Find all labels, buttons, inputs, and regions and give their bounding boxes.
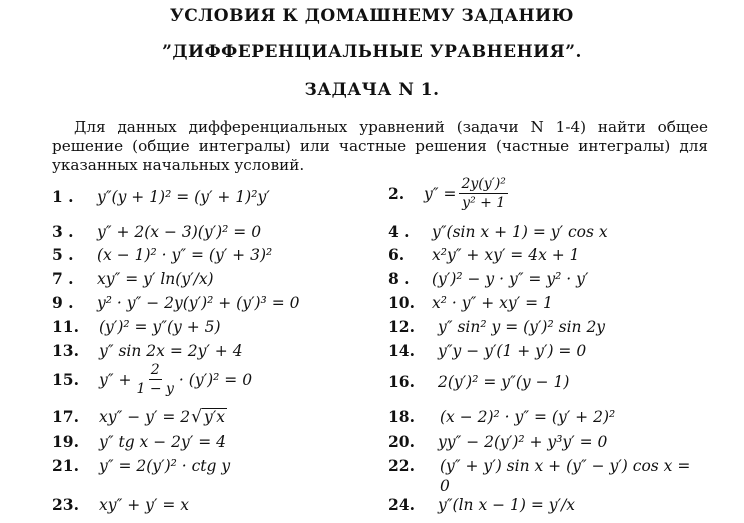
equation: y″(ln x − 1) = y′/x [438, 495, 576, 514]
problem-number: 19. [52, 432, 79, 451]
problem-number: 16. [388, 372, 415, 391]
fraction-numerator: 2 [150, 362, 160, 378]
problem-number: 3 . [52, 222, 74, 241]
equation: y″ tg x − 2y′ = 4 [99, 432, 226, 451]
problem-number: 20. [388, 432, 415, 451]
equation: yy″ − 2(y′)² + y³y′ = 0 [438, 432, 608, 451]
problem-6 [388, 245, 580, 264]
intro-paragraph [52, 118, 708, 175]
problem-18 [388, 407, 615, 426]
task-heading: ЗАДАЧА N 1. [304, 80, 440, 100]
equation-lhs: xy″ − y′ = 2 [99, 407, 191, 426]
fraction-denominator: 1 − y [136, 381, 174, 397]
equation: y″ = 2(y′)² · ctg y [99, 456, 231, 475]
problem-number: 9 . [52, 293, 74, 312]
problem-3 [52, 222, 261, 241]
problem-7 [52, 269, 214, 288]
problem-number: 12. [388, 317, 415, 336]
equation: y″ sin² y = (y′)² sin 2y [438, 317, 606, 336]
problem-number: 11. [52, 317, 79, 336]
problem-8 [388, 269, 588, 288]
document-title: УСЛОВИЯ К ДОМАШНЕМУ ЗАДАНИЮ [169, 6, 575, 26]
problem-4 [388, 222, 608, 241]
problem-number: 18. [388, 407, 415, 426]
document-subtitle: ”ДИФФЕРЕНЦИАЛЬНЫЕ УРАВНЕНИЯ”. [162, 42, 582, 62]
problem-number: 7 . [52, 269, 74, 288]
equation: y″ sin 2x = 2y′ + 4 [99, 341, 243, 360]
problem-number: 10. [388, 293, 415, 312]
equation [424, 176, 511, 211]
equation: y″y − y′(1 + y′) = 0 [438, 341, 587, 360]
problem-20 [388, 432, 607, 451]
equation: y″(y + 1)² = (y′ + 1)²y′ [97, 187, 270, 206]
fraction [134, 362, 175, 397]
problem-2 [388, 176, 511, 211]
problem-23 [52, 495, 189, 514]
problem-number: 1 . [52, 187, 74, 206]
equation [99, 362, 252, 397]
equation: 2(y′)² = y″(y − 1) [438, 372, 570, 391]
equation: x²y″ + xy′ = 4x + 1 [432, 245, 580, 264]
problem-number: 22. [388, 456, 415, 475]
problem-10 [388, 293, 553, 312]
problem-13 [52, 341, 243, 360]
square-root [191, 408, 227, 426]
fraction [459, 176, 507, 211]
problem-number: 6. [388, 245, 405, 264]
equation: y″ + 2(x − 3)(y′)² = 0 [97, 222, 262, 241]
problem-11 [52, 317, 221, 336]
equation: (y″ + y′) sin x + (y″ − y′) cos x = [440, 456, 691, 475]
problem-17 [52, 407, 227, 426]
problem-19 [52, 432, 226, 451]
problem-21 [52, 456, 230, 475]
equation-continuation: 0 [440, 477, 450, 495]
intro-text: Для данных дифференциальных уравнений (задачи N 1-4) найти общее решение (общие интегралы) или частные решения (частные интегралы) для указанных начальных условий. [52, 118, 708, 174]
problem-24 [388, 495, 575, 514]
problem-22 [388, 456, 690, 475]
equation: (y′)² = y″(y + 5) [99, 317, 221, 336]
problem-number: 24. [388, 495, 415, 514]
fraction-denominator: y² + 1 [462, 195, 506, 211]
fraction-numerator: 2y(y′)² [461, 176, 506, 192]
problem-number: 17. [52, 407, 79, 426]
radicand: y′x [203, 407, 225, 426]
radical-sign-icon: √ [191, 406, 202, 427]
problem-number: 21. [52, 456, 79, 475]
problem-15 [52, 362, 252, 397]
problem-number: 15. [52, 370, 79, 389]
equation: (x − 1)² · y″ = (y′ + 3)² [97, 245, 273, 264]
equation: y² · y″ − 2y(y′)² + (y′)³ = 0 [97, 293, 300, 312]
problem-5 [52, 245, 272, 264]
equation: xy″ = y′ ln(y′/x) [97, 269, 214, 288]
problem-number: 8 . [388, 269, 410, 288]
equation-lhs: y″ = [424, 184, 457, 203]
problem-number: 4 . [388, 222, 410, 241]
problem-1 [52, 187, 270, 206]
problem-16 [388, 372, 569, 391]
problem-number: 5 . [52, 245, 74, 264]
equation: xy″ + y′ = x [99, 495, 189, 514]
equation: (x − 2)² · y″ = (y′ + 2)² [440, 407, 616, 426]
problem-number: 23. [52, 495, 79, 514]
problem-9 [52, 293, 299, 312]
equation-lhs: y″ + [99, 370, 132, 389]
equation-rhs: · (y′)² = 0 [178, 370, 253, 389]
equation: x² · y″ + xy′ = 1 [432, 293, 553, 312]
equation: (y′)² − y · y″ = y² · y′ [432, 269, 589, 288]
problem-number: 14. [388, 341, 415, 360]
problem-number: 2. [388, 184, 405, 203]
equation [99, 408, 227, 426]
problem-number: 13. [52, 341, 79, 360]
problem-22-continuation [440, 477, 450, 495]
equation: y″(sin x + 1) = y′ cos x [432, 222, 608, 241]
problem-12 [388, 317, 605, 336]
problem-14 [388, 341, 586, 360]
